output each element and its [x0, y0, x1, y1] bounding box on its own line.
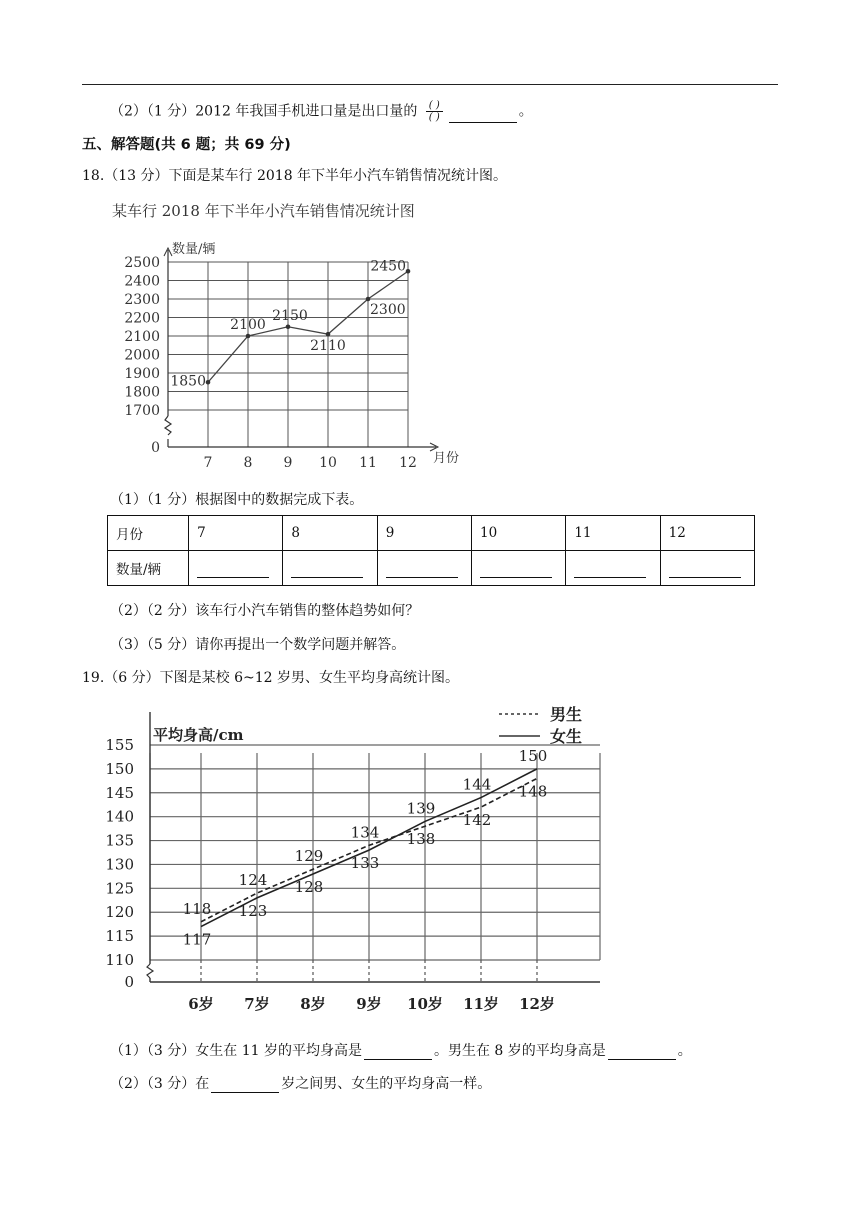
y-tick-label: 155	[105, 736, 134, 754]
data-label: 2300	[370, 302, 406, 318]
y-axis-label: 数量/辆	[172, 242, 216, 257]
data-label: 144	[462, 775, 492, 794]
y-tick-label: 145	[105, 783, 134, 802]
x-axis-label: 月份	[433, 451, 460, 466]
q19-part1-text-a: （1）（3 分）女生在 11 岁的平均身高是	[110, 1043, 362, 1059]
y-tick-label: 140	[105, 807, 134, 826]
table-cell-month: 11	[566, 516, 660, 551]
q19-part2-text-a: （2）（3 分）在	[110, 1076, 210, 1092]
data-label: 128	[294, 878, 324, 896]
x-tick-label: 8岁	[300, 995, 326, 1013]
q18-part1: （1）（1 分）根据图中的数据完成下表。	[110, 492, 364, 508]
data-point	[406, 269, 411, 274]
y-tick-label: 110	[105, 951, 134, 969]
y-tick-label: 0	[124, 973, 134, 991]
answer-blank[interactable]	[608, 1045, 676, 1060]
q18-part3: （3）（5 分）请你再提出一个数学问题并解答。	[110, 637, 406, 653]
table-cell-month: 10	[472, 516, 566, 551]
data-label: 2450	[370, 258, 406, 275]
answer-blank[interactable]	[449, 108, 517, 123]
car-sales-chart	[100, 192, 500, 482]
y-tick-label: 125	[105, 879, 134, 898]
data-point	[246, 334, 251, 339]
answer-cell[interactable]	[377, 551, 471, 586]
x-tick-label: 8	[243, 455, 253, 471]
q19-stem: 19.（6 分）下图是某校 6~12 岁男、女生平均身高统计图。	[82, 670, 459, 686]
section-title: 五、解答题(共 6 题；共 69 分)	[82, 137, 291, 153]
x-tick-label: 9	[283, 455, 293, 471]
y-tick-label: 130	[105, 855, 134, 874]
answer-blank[interactable]	[364, 1045, 432, 1060]
answer-table	[107, 515, 755, 586]
x-tick-label: 10	[319, 455, 337, 471]
table-row	[108, 551, 755, 586]
y-tick-label: 2300	[124, 292, 160, 308]
q19-part2	[110, 1073, 491, 1093]
q19-part2-text-b: 岁之间男、女生的平均身高一样。	[281, 1076, 492, 1092]
y-tick-label: 2400	[124, 273, 160, 290]
q18-part2: （2）（2 分）该车行小汽车销售的整体趋势如何？	[110, 603, 420, 619]
answer-cell[interactable]	[566, 551, 660, 586]
y-axis-label: 平均身高/cm	[153, 726, 244, 744]
data-label: 2110	[310, 338, 346, 355]
header-rule	[82, 84, 778, 85]
y-tick-label: 135	[105, 831, 134, 850]
data-point	[366, 297, 371, 302]
axis-break-icon	[147, 964, 153, 978]
data-label: 133	[350, 854, 380, 873]
data-label: 1850	[170, 373, 206, 390]
table-cell-month: 7	[189, 516, 283, 551]
fraction-denominator: ( )	[428, 112, 440, 123]
data-point	[206, 380, 211, 385]
table-row	[108, 516, 755, 551]
y-tick-label: 1800	[124, 384, 160, 401]
y-tick-label: 1900	[124, 366, 160, 382]
y-tick-label: 115	[105, 927, 134, 946]
q19-part1	[110, 1040, 692, 1060]
answer-blank[interactable]	[211, 1078, 279, 1093]
q18-stem: 18.（13 分）下面是某车行 2018 年下半年小汽车销售情况统计图。	[82, 168, 508, 184]
legend-label: 男生	[550, 705, 583, 724]
legend-label: 女生	[550, 727, 583, 746]
data-point	[326, 332, 331, 337]
table-header-month: 月份	[108, 516, 189, 551]
y-tick-label: 2000	[124, 347, 160, 364]
table-header-quantity: 数量/辆	[108, 551, 189, 586]
data-label: 148	[518, 782, 548, 801]
q17-part2	[110, 100, 533, 123]
answer-cell[interactable]	[472, 551, 566, 586]
y-tick-label: 1700	[124, 403, 160, 419]
table-cell-month: 9	[377, 516, 471, 551]
data-label: 139	[406, 799, 436, 818]
data-label: 150	[518, 746, 548, 765]
y-tick-label: 2500	[124, 255, 160, 271]
data-label: 134	[350, 823, 380, 842]
q17-part2-text: （2）（1 分）2012 年我国手机进口量是出口量的	[110, 103, 418, 120]
data-label: 129	[294, 847, 324, 866]
x-tick-label: 12	[399, 455, 417, 471]
data-label: 123	[238, 901, 268, 920]
x-tick-label: 7	[203, 455, 213, 471]
y-tick-label: 150	[105, 759, 134, 778]
q17-part2-end: 。	[518, 103, 533, 120]
x-tick-label: 12岁	[519, 995, 555, 1013]
x-tick-label: 11	[359, 455, 377, 471]
x-tick-label: 6岁	[188, 995, 214, 1013]
q19-part1-text-b: 。男生在 8 岁的平均身高是	[433, 1043, 606, 1059]
answer-cell[interactable]	[189, 551, 283, 586]
y-tick-label: 120	[105, 903, 134, 922]
data-label: 117	[182, 930, 212, 949]
q19-part1-text-c: 。	[677, 1043, 692, 1059]
answer-cell[interactable]	[660, 551, 754, 586]
y-tick-label: 2200	[124, 310, 160, 327]
answer-fraction	[426, 100, 443, 123]
data-label: 142	[462, 811, 492, 830]
data-point	[286, 324, 291, 329]
x-tick-label: 7岁	[244, 995, 270, 1013]
data-label: 118	[182, 899, 212, 918]
x-tick-label: 10岁	[407, 995, 443, 1013]
chart-title: 某车行 2018 年下半年小汽车销售情况统计图	[112, 202, 415, 220]
x-tick-label: 9岁	[356, 995, 382, 1013]
axis-break-icon	[165, 416, 171, 435]
height-chart	[95, 700, 615, 1020]
data-label: 2150	[272, 307, 308, 324]
y-tick-label: 2100	[124, 329, 160, 345]
data-label: 2100	[230, 317, 266, 333]
fraction-numerator: ( )	[426, 100, 443, 112]
table-cell-month: 12	[660, 516, 754, 551]
data-label: 138	[406, 830, 436, 849]
answer-cell[interactable]	[283, 551, 377, 586]
y-tick-label: 0	[151, 440, 160, 456]
table-cell-month: 8	[283, 516, 377, 551]
x-tick-label: 11岁	[463, 995, 499, 1013]
data-label: 124	[238, 871, 268, 890]
